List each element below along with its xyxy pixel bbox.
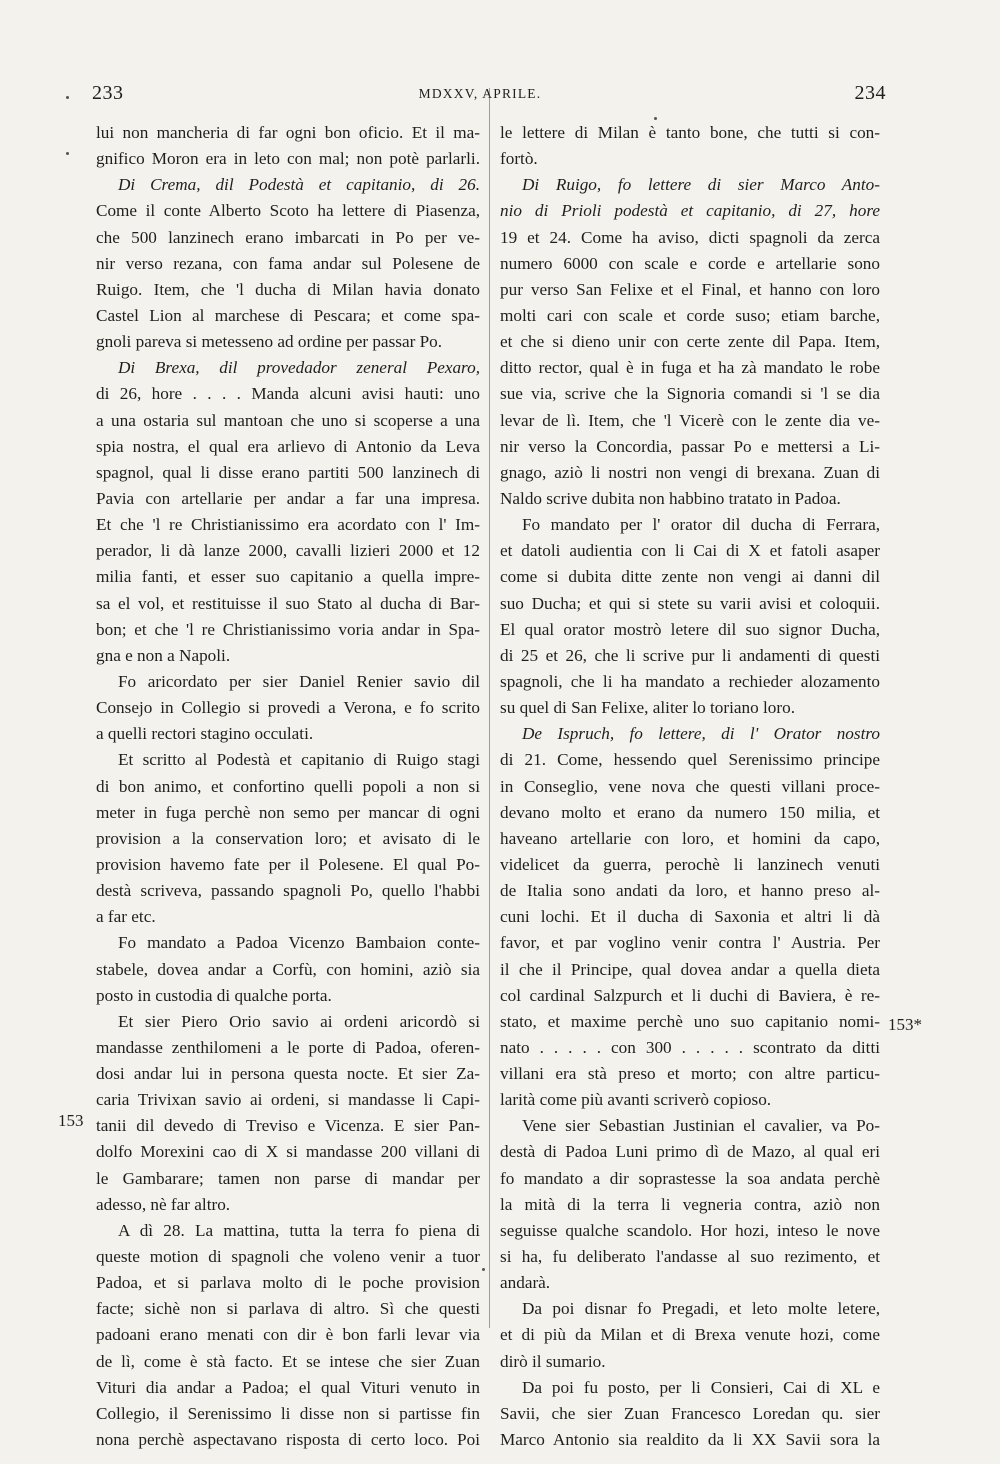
text-line: de Italia sono andati da loro, et hanno preso al-	[500, 881, 880, 901]
text-line: Ruigo. Item, che 'l ducha di Milan havia donato	[96, 279, 480, 299]
text-line: destà scriveva, passando spagnoli Po, quello l'habbi	[96, 881, 480, 901]
text-line: larità come più avanti scriverò copioso.	[500, 1090, 772, 1110]
text-line: suo Ducha; et qui si stete su varii avisi et coloquii.	[500, 593, 880, 613]
text-line: Et che 'l re Christianissimo era acordato con l' Im-	[96, 515, 480, 535]
text-line: numero 6000 con scale e corde e artellarie sono	[500, 253, 880, 273]
text-line: sa el vol, et restituisse il suo Stato al ducha di Bar-	[96, 593, 480, 613]
text-line: perador, li dà lanze 2000, cavalli lizieri 2000 et 12	[96, 541, 480, 561]
running-title: MDXXV, APRILE.	[418, 86, 542, 101]
text-line: pur verso San Felixe et el Final, et hanno con loro	[500, 279, 880, 299]
margin-note-right: 153*	[888, 1015, 922, 1034]
text-line: Savii, che sier Zuan Francesco Loredan qu. sier	[500, 1403, 880, 1423]
text-line: Come il conte Alberto Scoto ha lettere di Piasenza,	[96, 201, 480, 221]
text-line: Vene sier Sebastian Justinian el cavalier, va Po-	[522, 1116, 880, 1136]
text-line: levar de lì. Item, che 'l Vicerè con le zente dia ve-	[500, 410, 880, 430]
text-line: Di Crema, dil Podestà et capitanio, di 26.	[118, 175, 480, 195]
text-line: in Conseglio, vene nova che questi villani proce-	[500, 776, 880, 796]
text-line: caria Trivixan savio ai ordeni, si mandasse li Capi-	[96, 1090, 480, 1110]
text-line: posto in custodia di qualche porta.	[96, 985, 332, 1005]
text-line: le Gambarare; tamen non parse di mandar per	[96, 1168, 480, 1188]
text-line: fortò.	[500, 149, 538, 169]
margin-note-left: 153	[58, 1111, 84, 1130]
text-line: devano molto et erano da numero 150 milia, et	[500, 802, 880, 822]
left-column	[96, 120, 480, 1453]
text-line: de lì, come è stà facto. Et se intese che sier Zuan	[96, 1351, 480, 1371]
text-line: Vituri dia andar a Padoa; el qual Vituri venuto in	[96, 1377, 480, 1397]
text-line: nato . . . . . con 300 . . . . . scontrato da ditti	[500, 1037, 880, 1057]
text-line: villani era stà preso et morto; con altre particu-	[500, 1064, 880, 1084]
text-line: Consejo in Collegio si provedi a Verona, e fo scrito	[96, 698, 480, 718]
text-line: favor, et par voglino venir contra l' Austria. Per	[500, 933, 880, 953]
text-line: Pavia con artellarie per andar a far una impresa.	[96, 488, 480, 508]
text-line: queste motion di spagnoli che voleno venir a tuor	[96, 1247, 480, 1267]
text-line: nona perchè aspectavano risposta di certo loco. Poi	[96, 1430, 480, 1450]
text-line: il che il Principe, qual dovea andar a quella dieta	[500, 959, 880, 979]
text-line: sue via, scrive che la Signoria comandi si 'l se dia	[500, 384, 880, 404]
text-line: mandasse zenthilomeni a le porte di Padoa, oferen-	[96, 1037, 480, 1057]
text-line: destà di Padoa Luni primo dì de Mazo, al qual eri	[500, 1142, 880, 1162]
text-line: Di Ruigo, fo lettere di sier Marco Anto-	[522, 175, 880, 195]
text-line: a una ostaria sul mantoan che uno si scoperse a una	[96, 410, 480, 430]
text-line: Fo mandato per l' orator dil ducha di Ferrara,	[522, 515, 880, 535]
text-line: le lettere di Milan è tanto bone, che tutti si con-	[500, 123, 880, 142]
text-line: Padoa, et si parlava molto di le poche provision	[96, 1273, 480, 1293]
text-line: gna e non a Napoli.	[96, 645, 231, 665]
text-line: tanii dil devedo di Treviso e Vicenza. E sier Pan-	[96, 1116, 480, 1136]
running-header	[80, 80, 886, 110]
text-line: videlicet da guerra, perochè li lanzinech venuti	[500, 854, 880, 874]
right-column	[500, 120, 880, 1453]
column-divider	[489, 88, 490, 1328]
text-line: Castel Lion al marchese di Pescara; et come spa-	[96, 305, 480, 325]
text-line: et datoli audientia con li Cai di X et fatoli asaper	[500, 541, 880, 561]
text-line: spagnol, qual li disse erano partiti 500 lanzinech di	[96, 462, 480, 482]
text-line: nir verso la Concordia, passar Po e mettersi a Li-	[500, 436, 880, 456]
text-line: dosi andar lui in persona questa nocte. Et sier Za-	[96, 1064, 480, 1084]
text-line: seguisse qualche scandolo. Hor hozi, inteso le nove	[500, 1220, 880, 1240]
text-line: A dì 28. La mattina, tutta la terra fo piena di	[118, 1220, 480, 1240]
text-line: nir verso rezana, con fama andar sul Polesene de	[96, 253, 480, 273]
text-line: Et sier Piero Orio savio ai ordeni aricordò si	[118, 1011, 480, 1031]
text-line: andarà.	[500, 1273, 551, 1293]
text-line: Da poi disnar fo Pregadi, et leto molte letere,	[522, 1299, 880, 1319]
text-line: dolfo Morexini cao di X si mandasse 200 villani di	[96, 1142, 480, 1162]
text-line: facte; sichè non si parlava di altro. Sì che questi	[96, 1299, 480, 1319]
paper-speck	[654, 117, 657, 120]
text-line: adesso, nè far altro.	[96, 1194, 231, 1214]
text-line: bon; et che 'l re Christianissimo voria andar in Spa-	[96, 619, 480, 639]
text-line: provision a la conservation loro; et avisato di le	[96, 828, 480, 848]
paper-speck	[482, 1268, 485, 1271]
text-line: Et scritto al Podestà et capitanio di Ruigo stagi	[118, 750, 480, 770]
text-line: provision havemo fate per il Polesene. El qual Po-	[96, 854, 480, 874]
text-line: et che si dieno unir con certe zente dil Papa. Item,	[500, 332, 880, 352]
paper-speck	[66, 152, 69, 155]
text-line: di bon animo, et confortino quelli popoli a non si	[96, 776, 480, 796]
text-line: di 25 et 26, che li scrive pur li andamenti di questi	[500, 645, 880, 665]
text-line: Da poi fu posto, per li Consieri, Cai di XL e	[522, 1377, 880, 1397]
text-line: Naldo scrive dubita non habbino tratato in Padoa.	[500, 488, 841, 508]
text-line: De Ispruch, fo lettere, di l' Orator nostro	[522, 724, 880, 744]
text-line: si ha, fu deliberato l'andasse al suo rezimento, et	[500, 1247, 880, 1267]
text-line: di 21. Come, hessendo quel Serenissimo principe	[500, 750, 880, 770]
text-line: nio di Prioli podestà et capitanio, di 27, hore	[500, 201, 880, 221]
text-line: gnago, aziò li nostri non vengi di brexana. Zuan di	[500, 462, 880, 482]
text-line: a quelli rectori stagino occulati.	[96, 724, 314, 744]
text-line: la mità di la terra li vegneria contra, aziò non	[500, 1194, 880, 1214]
text-line: gnoli pareva si metesseno ad ordine per passar Po.	[96, 332, 443, 352]
text-line: su quel di San Felixe, aliter lo toriano loro.	[500, 698, 795, 718]
page-number-left: 233	[92, 82, 124, 104]
text-line: spia nostra, el qual era arlievo di Antonio da Leva	[96, 436, 480, 456]
text-line: col cardinal Salzpurch et li duchi di Baviera, è re-	[500, 985, 880, 1005]
text-line: fo mandato a dir soprastesse la soa andata perchè	[500, 1168, 880, 1188]
text-line: Di Brexa, dil provedador zeneral Pexaro,	[118, 358, 480, 378]
text-line: 19 et 24. Come ha aviso, dicti spagnoli da zerca	[500, 227, 880, 247]
text-line: Collegio, il Serenissimo li disse non si partisse fin	[96, 1403, 480, 1423]
paper-speck	[66, 96, 69, 99]
text-line: dirò il sumario.	[500, 1351, 606, 1371]
text-line: Marco Antonio sia realdito da li XX Savii sora la	[500, 1430, 880, 1450]
text-line: gnifico Moron era in leto con mal; non potè parlarli.	[96, 149, 480, 169]
text-line: molti cari con scale et corde suso; etiam barche,	[500, 305, 880, 325]
text-line: come si dubita ditte zente non vengi ai danni dil	[500, 567, 880, 587]
text-line: stabele, dovea andar a Corfù, con homini, aziò sia	[96, 959, 480, 979]
text-line: meter in fuga perchè non semo per mancar di ogni	[96, 802, 480, 822]
text-line: et di più da Milan et di Brexa venute hozi, come	[500, 1325, 880, 1345]
text-line: lui non mancheria di far ogni bon oficio. Et il ma-	[96, 123, 480, 142]
text-line: haveano artellarie con loro, et homini da capo,	[500, 828, 880, 848]
text-line: stato, et maxime perchè uno suo capitanio nomi-	[500, 1011, 880, 1031]
text-line: spagnoli, che li ha mandato a rechieder alozamento	[500, 671, 880, 691]
page-number-right: 234	[854, 82, 886, 104]
text-line: El qual orator mostrò letere dil suo signor Ducha,	[500, 619, 880, 639]
text-line: a far etc.	[96, 907, 156, 927]
text-line: ditto rector, qual è in fuga et ha zà mandato le robe	[500, 358, 880, 378]
text-line: Fo aricordato per sier Daniel Renier savio dil	[118, 671, 480, 691]
text-line: Fo mandato a Padoa Vicenzo Bambaion conte-	[118, 933, 480, 953]
text-line: che 500 lanzinech erano imbarcati in Po per ve-	[96, 227, 480, 247]
text-line: padoani erano menati con dir è bon farli levar via	[96, 1325, 480, 1345]
text-line: milia fanti, et esser suo capitanio a quella impre-	[96, 567, 480, 587]
text-line: cuni lochi. Et il ducha di Saxonia et altri li dà	[500, 907, 880, 927]
text-line: di 26, hore . . . . Manda alcuni avisi hauti: uno	[96, 384, 480, 404]
